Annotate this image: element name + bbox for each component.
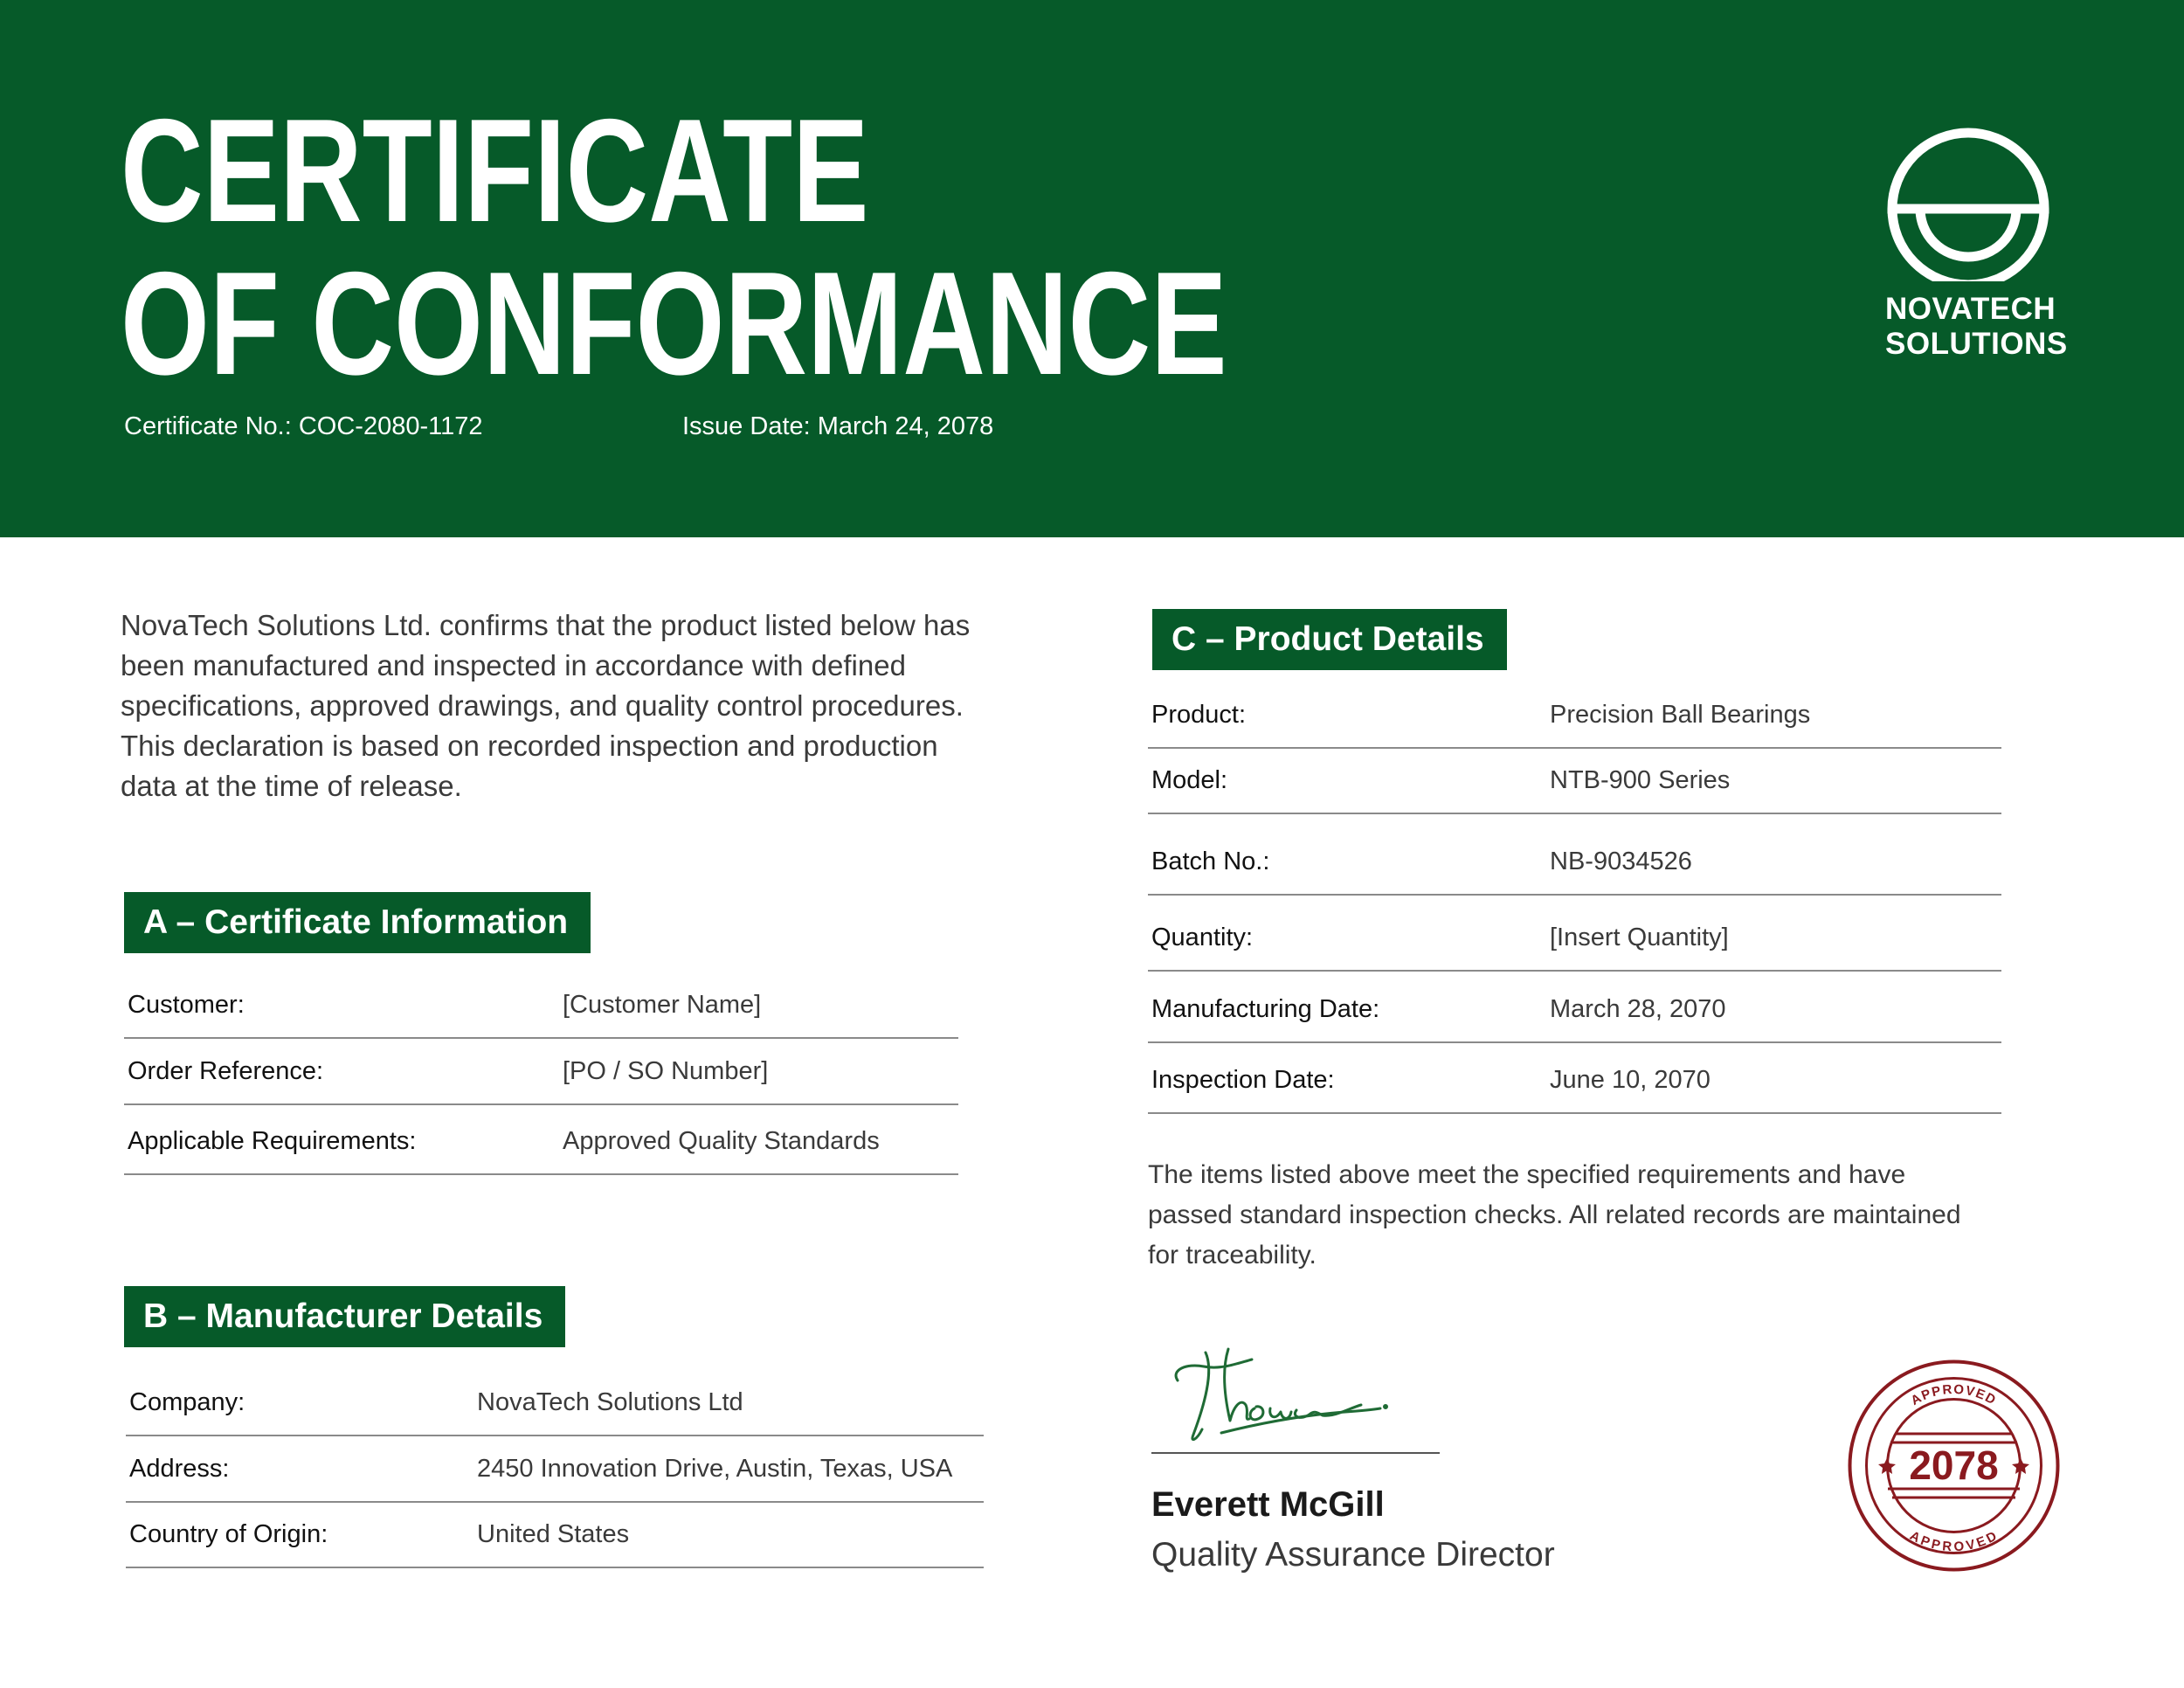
section-b-row: [126, 1502, 984, 1568]
section-b-row: [126, 1436, 984, 1503]
novatech-logo-icon: [1885, 124, 2051, 281]
signature-image: [1151, 1337, 1396, 1455]
handwritten-signature: [1151, 1337, 1396, 1450]
approved-stamp: [1847, 1359, 2061, 1577]
row-value: Precision Ball Bearings: [1550, 701, 1811, 729]
section-c-row: [1148, 748, 2001, 814]
row-value: United States: [477, 1520, 630, 1548]
row-label: Inspection Date:: [1151, 1066, 1335, 1094]
row-value: NovaTech Solutions Ltd: [477, 1388, 743, 1416]
signer-title: Quality Assurance Director: [1151, 1536, 1555, 1574]
section-a-header: A – Certificate Information: [124, 892, 591, 953]
section-b-header: B – Manufacturer Details: [124, 1286, 565, 1347]
stamp-bottom-text: APPROVED: [1907, 1528, 2001, 1555]
row-value: June 10, 2070: [1550, 1066, 1711, 1094]
stamp-top-text: APPROVED: [1908, 1381, 2000, 1408]
row-value: [Customer Name]: [563, 991, 762, 1019]
approved-stamp-icon: [1847, 1359, 2061, 1573]
row-label: Company:: [129, 1388, 245, 1416]
row-label: Applicable Requirements:: [128, 1127, 417, 1155]
row-value: NTB-900 Series: [1550, 766, 1731, 794]
row-label: Manufacturing Date:: [1151, 995, 1380, 1023]
row-value: [Insert Quantity]: [1550, 924, 1729, 951]
section-c-row: [1148, 682, 2001, 749]
section-b-row: [126, 1370, 984, 1436]
row-label: Address:: [129, 1455, 230, 1483]
header-banner: [0, 0, 2184, 537]
row-label: Country of Origin:: [129, 1520, 328, 1548]
title-line-2: OF CONFORMANCE: [121, 241, 1227, 405]
row-value: [PO / SO Number]: [563, 1057, 769, 1085]
row-label: Order Reference:: [128, 1057, 324, 1085]
signature-line: [1151, 1452, 1440, 1454]
section-c-row: [1148, 1048, 2001, 1114]
row-label: Customer:: [128, 991, 245, 1019]
logo-text-line-2: SOLUTIONS: [1885, 327, 2068, 361]
section-a-row: [124, 1109, 958, 1175]
company-logo: [1885, 124, 2068, 362]
logo-text-line-1: NOVATECH: [1885, 292, 2056, 326]
row-value: Approved Quality Standards: [563, 1127, 880, 1155]
section-c-row: [1148, 977, 2001, 1043]
row-value: NB-9034526: [1550, 847, 1692, 875]
section-c-row: [1148, 829, 2001, 896]
row-label: Model:: [1151, 766, 1228, 794]
title-line-1: CERTIFICATE: [121, 88, 869, 253]
section-c-row: [1148, 905, 2001, 972]
row-label: Quantity:: [1151, 924, 1254, 951]
certificate-number: Certificate No.: COC-2080-1172: [124, 412, 483, 440]
stamp-year: 2078: [1909, 1442, 1999, 1488]
intro-paragraph: NovaTech Solutions Ltd. confirms that the product listed below has been manufactured and inspected in accordance with defined specifications, approved drawings, and quality control procedures. This declaration is based on recorded inspection and production data at the time of release.: [121, 609, 971, 802]
row-label: Product:: [1151, 701, 1246, 729]
row-value: 2450 Innovation Drive, Austin, Texas, USA: [477, 1455, 953, 1483]
signer-name: Everett McGill: [1151, 1485, 1385, 1524]
section-a-row: [124, 1039, 958, 1105]
conformance-note: The items listed above meet the specified requirements and have passed standard inspection checks. All related records are maintained for traceability.: [1148, 1160, 1961, 1269]
certificate-title: [121, 88, 1539, 405]
section-c-header: C – Product Details: [1152, 609, 1507, 670]
row-label: Batch No.:: [1151, 847, 1270, 875]
issue-date: Issue Date: March 24, 2078: [682, 412, 994, 440]
section-a-row: [124, 972, 958, 1039]
row-value: March 28, 2070: [1550, 995, 1726, 1023]
